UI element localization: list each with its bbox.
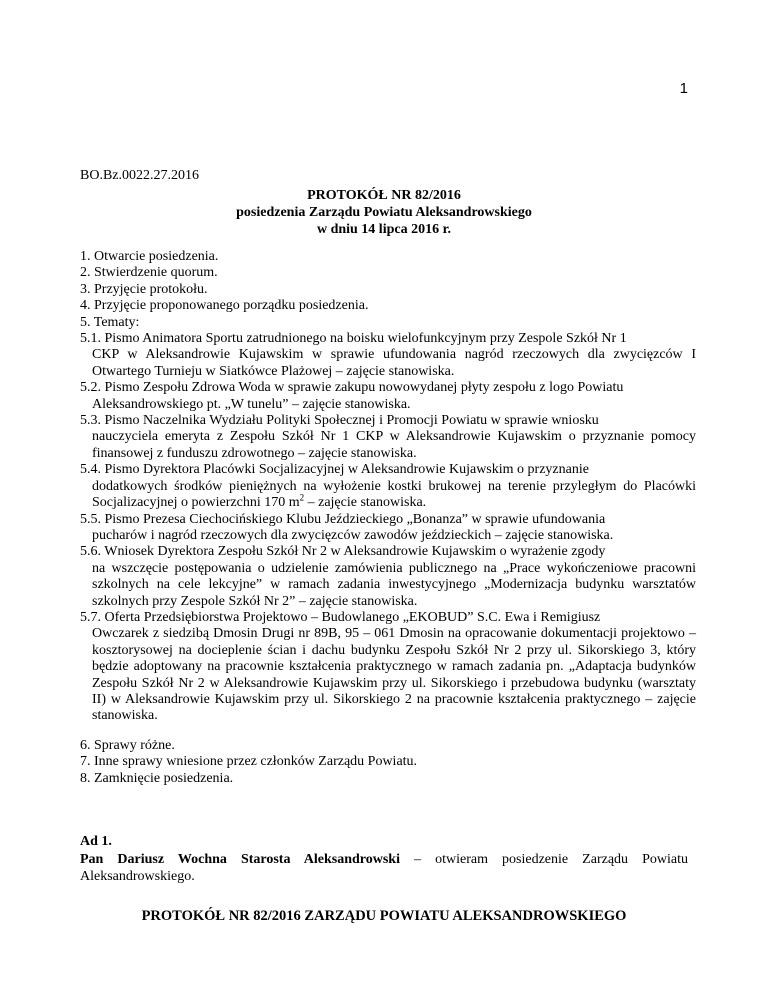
agenda-subitem-5-6	[80, 544, 696, 610]
agenda-subitem-5-7	[80, 610, 696, 725]
page-number: 1	[679, 80, 688, 97]
page-footer: PROTOKÓŁ NR 82/2016 ZARZĄDU POWIATU ALEKSANDROWSKIEGO	[141, 908, 627, 924]
agenda-tail	[80, 738, 417, 787]
subitem-first-line: 5.5. Pismo Prezesa Ciechocińskiego Klubu Jeździeckiego „Bonanza” w sprawie ufundowania	[80, 511, 606, 527]
agenda-item: 2. Stwierdzenie quorum.	[80, 265, 218, 281]
subitem-text: dodatkowych środków pieniężnych na wyłożenie kostki brukowej na terenie przyległym do Placówki Socjalizacyjnej o powierzchni 170 m	[92, 478, 696, 511]
agenda-item: 1. Otwarcie posiedzenia.	[80, 249, 219, 264]
subitem-first-line: 5.2. Pismo Zespołu Zdrowa Woda w sprawie zakupu nowowydanej płyty zespołu z logo Powiatu	[80, 380, 624, 396]
agenda-subitem-5-3	[80, 413, 696, 462]
document-reference: BO.Bz.0022.27.2016	[80, 168, 199, 183]
agenda-subitem-5-5	[80, 512, 696, 545]
agenda-subitem-5-1	[80, 331, 696, 380]
protocol-title	[80, 187, 688, 238]
subitem-first-line: 5.7. Oferta Przedsiębiorstwa Projektowo – Budowlanego „EKOBUD” S.C. Ewa i Remigiusz	[80, 609, 601, 625]
agenda-list	[80, 249, 696, 725]
speaker-statement: – otwieram posiedzenie Zarządu Powiatu Aleksandrowskiego.	[80, 852, 688, 884]
subitem-first-line: 5.3. Pismo Naczelnika Wydziału Polityki Społecznej i Promocji Powiatu w sprawie wniosku	[80, 413, 599, 429]
title-line-2: posiedzenia Zarządu Powiatu Aleksandrowskiego	[236, 205, 532, 220]
title-line-1: PROTOKÓŁ NR 82/2016	[307, 188, 461, 203]
speaker-name: Pan Dariusz Wochna Starosta Aleksandrowski	[80, 852, 400, 867]
superscript: 2	[299, 492, 305, 503]
subitem-continuation: nauczyciela emeryta z Zespołu Szkół Nr 1 CKP w Aleksandrowie Kujawskim o przyznanie pomocy finansowej z funduszu zdrowotnego – zajęcie stanowiska.	[92, 429, 696, 461]
subitem-text-after: – zajęcie stanowiska.	[304, 495, 427, 511]
section-heading-ad1: Ad 1.	[80, 834, 112, 849]
agenda-item: 8. Zamknięcie posiedzenia.	[80, 770, 234, 786]
subitem-continuation: pucharów i nagród rzeczowych dla zwycięzców zawodów jeździeckich – zajęcie stanowiska.	[92, 527, 614, 543]
section-text-ad1	[80, 851, 688, 885]
subitem-first-line: 5.6. Wniosek Dyrektora Zespołu Szkół Nr 2 w Aleksandrowie Kujawskim o wyrażenie zgody	[80, 544, 606, 560]
subitem-continuation: Aleksandrowskiego pt. „W tunelu” – zajęcie stanowiska.	[92, 396, 411, 412]
subitem-first-line: 5.4. Pismo Dyrektora Placówki Socjalizacyjnej w Aleksandrowie Kujawskim o przyznanie	[80, 462, 589, 478]
title-line-3: w dniu 14 lipca 2016 r.	[316, 222, 452, 237]
agenda-item: 5. Tematy:	[80, 314, 140, 330]
subitem-continuation: na wszczęcie postępowania o udzielenie zamówienia publicznego na „Prace wykończeniowe pracowni szkolnych na cele lekcyjne” w ramach zadania inwestycyjnego „Modernizacja budynku warsztatów szkolnych przy Zespole Szkół Nr 2” – zajęcie stanowiska.	[92, 560, 696, 609]
agenda-subitem-5-4	[80, 462, 696, 511]
agenda-subitem-5-2	[80, 380, 696, 413]
agenda-item: 7. Inne sprawy wniesione przez członków Zarządu Powiatu.	[80, 754, 418, 770]
agenda-item: 3. Przyjęcie protokołu.	[80, 281, 208, 297]
subitem-continuation	[80, 479, 696, 512]
subitem-first-line: 5.1. Pismo Animatora Sportu zatrudnionego na boisku wielofunkcyjnym przy Zespole Szkół Nr 1	[80, 331, 627, 347]
agenda-item: 4. Przyjęcie proponowanego porządku posiedzenia.	[80, 298, 369, 314]
subitem-continuation: Owczarek z siedzibą Dmosin Drugi nr 89B, 95 – 061 Dmosin na opracowanie dokumentacji projektowo – kosztorysowej na docieplenie ścian i dachu budynku Zespołu Szkół Nr 2 przy ul. Sikorskiego 3, który będzie adoptowany na pracownie kształcenia praktycznego w ramach zadania pn. „Adaptacja budynków Zespołu Szkół Nr 2 w Aleksandrowie Kujawskim przy ul. Sikorskiego i przebudowa budynku (warsztaty II) w Aleksandrowie Kujawskim przy ul. Sikorskiego 2 na pracownie kształcenia praktycznego – zajęcie stanowiska.	[92, 626, 696, 724]
subitem-continuation: CKP w Aleksandrowie Kujawskim w sprawie ufundowania nagród rzeczowych dla zwycięzców I Otwartego Turnieju w Siatkówce Plażowej – zajęcie stanowiska.	[92, 347, 696, 379]
agenda-item: 6. Sprawy różne.	[80, 738, 175, 753]
